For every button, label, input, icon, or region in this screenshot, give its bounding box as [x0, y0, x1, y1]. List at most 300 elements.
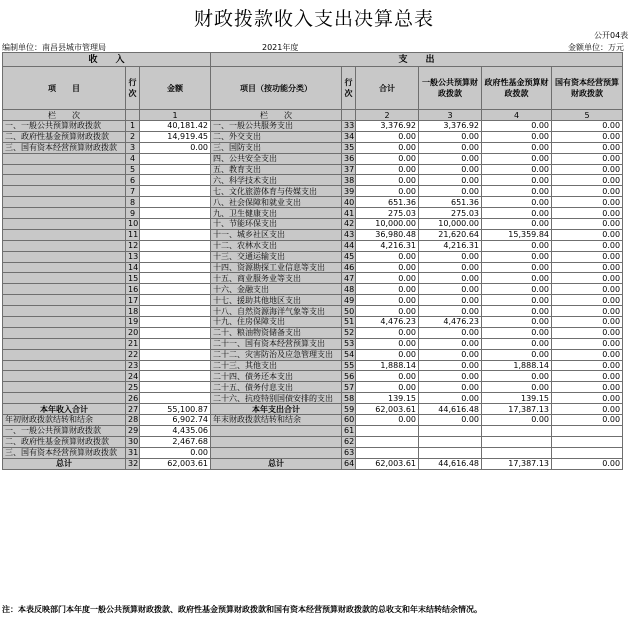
income-item-cell: 二、政府性基金预算财政拨款	[3, 131, 126, 142]
expense-item-cell: 三、国防支出	[211, 142, 342, 153]
expense-item-cell: 十六、金融支出	[211, 284, 342, 295]
expense-general-cell: 0.00	[419, 131, 482, 142]
expense-item-cell: 十八、自然资源海洋气象等支出	[211, 306, 342, 317]
expense-fund-cell: 0.00	[482, 327, 552, 338]
expense-fund-cell: 139.15	[482, 393, 552, 404]
income-item-cell: 一、一般公共预算财政拨款	[3, 121, 126, 132]
expense-line-cell: 36	[342, 153, 356, 164]
income-line-cell: 6	[126, 175, 140, 186]
expense-state-cell: 0.00	[552, 458, 623, 469]
column-index-5: 5	[552, 110, 623, 121]
expense-total-cell: 0.00	[356, 295, 419, 306]
income-amount-cell	[140, 327, 211, 338]
expense-general-cell: 0.00	[419, 153, 482, 164]
expense-fund-cell: 0.00	[482, 262, 552, 273]
expense-general-cell: 0.00	[419, 382, 482, 393]
income-amount-cell	[140, 240, 211, 251]
expense-general-cell	[419, 447, 482, 458]
table-row	[3, 164, 623, 175]
expense-item-cell: 本年支出合计	[211, 404, 342, 415]
expense-line-cell: 43	[342, 229, 356, 240]
expense-item-cell	[211, 447, 342, 458]
expense-item-cell	[211, 436, 342, 447]
table-row	[3, 393, 623, 404]
expense-item-cell: 十三、交通运输支出	[211, 251, 342, 262]
income-item-cell	[3, 306, 126, 317]
income-item-cell	[3, 327, 126, 338]
table-row	[3, 273, 623, 284]
income-item-cell	[3, 262, 126, 273]
expense-header: 支 出	[211, 53, 623, 67]
table-row	[3, 436, 623, 447]
income-item-cell	[3, 251, 126, 262]
expense-total-cell: 0.00	[356, 306, 419, 317]
income-item-cell	[3, 240, 126, 251]
expense-general-cell: 0.00	[419, 262, 482, 273]
table-row	[3, 251, 623, 262]
expense-total-cell: 0.00	[356, 153, 419, 164]
table-row	[3, 317, 623, 328]
expense-fund-cell: 0.00	[482, 186, 552, 197]
table-row	[3, 219, 623, 230]
footnote: 注：本表反映部门本年度一般公共预算财政拨款、政府性基金预算财政拨款和国有资本经营预算财政拨款的总收支和年末结转结余情况。	[2, 605, 482, 614]
income-item-cell: 二、政府性基金预算财政拨款	[3, 436, 126, 447]
state-capital-header: 国有资本经营预算财政拨款	[552, 67, 623, 110]
expense-total-cell: 0.00	[356, 349, 419, 360]
income-amount-cell	[140, 153, 211, 164]
column-index-2: 2	[356, 110, 419, 121]
income-item-cell: 本年收入合计	[3, 404, 126, 415]
column-index-blank-right	[342, 110, 356, 121]
income-line-cell: 26	[126, 393, 140, 404]
table-row	[3, 458, 623, 469]
expense-general-cell: 0.00	[419, 295, 482, 306]
expense-line-cell: 55	[342, 360, 356, 371]
expense-fund-cell	[482, 436, 552, 447]
table-row	[3, 415, 623, 426]
expense-fund-cell	[482, 447, 552, 458]
expense-total-cell: 3,376.92	[356, 121, 419, 132]
expense-total-cell: 62,003.61	[356, 404, 419, 415]
table-row	[3, 121, 623, 132]
expense-general-cell: 0.00	[419, 360, 482, 371]
table-row	[3, 371, 623, 382]
table-row	[3, 425, 623, 436]
expense-total-cell: 0.00	[356, 382, 419, 393]
expense-general-cell: 0.00	[419, 306, 482, 317]
table-row	[3, 360, 623, 371]
income-item-cell: 总计	[3, 458, 126, 469]
income-item-cell	[3, 393, 126, 404]
expense-general-cell: 0.00	[419, 338, 482, 349]
expense-line-cell: 42	[342, 219, 356, 230]
expense-state-cell: 0.00	[552, 404, 623, 415]
income-item-cell	[3, 382, 126, 393]
expense-line-cell: 50	[342, 306, 356, 317]
income-item-cell: 三、国有资本经营预算财政拨款	[3, 447, 126, 458]
expense-item-cell: 年末财政拨款结转和结余	[211, 415, 342, 426]
expense-total-cell: 4,216.31	[356, 240, 419, 251]
expense-line-cell: 37	[342, 164, 356, 175]
table-row	[3, 284, 623, 295]
expense-fund-cell: 0.00	[482, 295, 552, 306]
expense-line-cell: 52	[342, 327, 356, 338]
expense-line-cell: 63	[342, 447, 356, 458]
expense-item-cell: 总计	[211, 458, 342, 469]
expense-state-cell: 0.00	[552, 153, 623, 164]
table-row	[3, 229, 623, 240]
expense-line-cell: 54	[342, 349, 356, 360]
expense-item-cell: 七、文化旅游体育与传媒支出	[211, 186, 342, 197]
expense-state-cell: 0.00	[552, 360, 623, 371]
expense-general-cell: 10,000.00	[419, 219, 482, 230]
income-amount-cell	[140, 273, 211, 284]
expense-fund-cell: 0.00	[482, 415, 552, 426]
table-row	[3, 186, 623, 197]
expense-general-cell: 3,376.92	[419, 121, 482, 132]
expense-item-cell: 二十三、其他支出	[211, 360, 342, 371]
fiscal-year: 2021年度	[262, 43, 299, 52]
income-item-cell: 一、一般公共预算财政拨款	[3, 425, 126, 436]
expense-fund-cell: 17,387.13	[482, 458, 552, 469]
amount-header: 金额	[140, 67, 211, 110]
table-row	[3, 208, 623, 219]
income-line-cell: 2	[126, 131, 140, 142]
expense-state-cell	[552, 425, 623, 436]
income-line-cell: 17	[126, 295, 140, 306]
income-amount-cell	[140, 175, 211, 186]
income-line-cell: 28	[126, 415, 140, 426]
table-row	[3, 295, 623, 306]
expense-fund-cell: 0.00	[482, 208, 552, 219]
expense-general-cell: 4,216.31	[419, 240, 482, 251]
expense-item-cell: 十九、住房保障支出	[211, 317, 342, 328]
income-line-cell: 14	[126, 262, 140, 273]
table-row	[3, 327, 623, 338]
expense-item-cell: 十一、城乡社区支出	[211, 229, 342, 240]
form-number: 公开04表	[594, 31, 628, 40]
expense-total-cell: 651.36	[356, 197, 419, 208]
expense-total-cell: 275.03	[356, 208, 419, 219]
income-amount-cell	[140, 393, 211, 404]
income-line-cell: 27	[126, 404, 140, 415]
expense-fund-cell: 0.00	[482, 382, 552, 393]
table-row	[3, 131, 623, 142]
income-item-cell	[3, 197, 126, 208]
expense-total-cell: 0.00	[356, 273, 419, 284]
income-amount-cell: 2,467.68	[140, 436, 211, 447]
expense-general-cell	[419, 425, 482, 436]
expense-line-cell: 41	[342, 208, 356, 219]
income-line-cell: 23	[126, 360, 140, 371]
income-line-cell: 24	[126, 371, 140, 382]
expense-line-cell: 64	[342, 458, 356, 469]
expense-state-cell	[552, 436, 623, 447]
expense-total-cell: 10,000.00	[356, 219, 419, 230]
expense-item-cell: 十五、商业服务业等支出	[211, 273, 342, 284]
expense-state-cell: 0.00	[552, 240, 623, 251]
expense-general-cell: 275.03	[419, 208, 482, 219]
table-row	[3, 240, 623, 251]
expense-line-cell: 49	[342, 295, 356, 306]
expense-fund-cell: 0.00	[482, 317, 552, 328]
income-amount-cell	[140, 251, 211, 262]
income-line-cell: 19	[126, 317, 140, 328]
column-index-label-right: 栏 次	[211, 110, 342, 121]
expense-general-cell: 0.00	[419, 164, 482, 175]
income-item-cell	[3, 164, 126, 175]
expense-fund-cell: 0.00	[482, 273, 552, 284]
expense-fund-cell: 0.00	[482, 284, 552, 295]
expense-state-cell: 0.00	[552, 306, 623, 317]
expense-state-cell: 0.00	[552, 295, 623, 306]
income-line-cell: 5	[126, 164, 140, 175]
expense-total-cell: 0.00	[356, 262, 419, 273]
expense-state-cell: 0.00	[552, 262, 623, 273]
expense-item-cell: 一、一般公共服务支出	[211, 121, 342, 132]
expense-item-cell: 二十五、债务付息支出	[211, 382, 342, 393]
expense-line-cell: 58	[342, 393, 356, 404]
expense-line-cell: 46	[342, 262, 356, 273]
income-amount-cell	[140, 284, 211, 295]
income-amount-cell: 0.00	[140, 447, 211, 458]
expense-item-cell: 八、社会保障和就业支出	[211, 197, 342, 208]
expense-fund-cell: 0.00	[482, 219, 552, 230]
expense-line-cell: 57	[342, 382, 356, 393]
line-header-right: 行次	[342, 67, 356, 110]
expense-general-cell: 21,620.64	[419, 229, 482, 240]
expense-state-cell: 0.00	[552, 175, 623, 186]
expense-item-cell: 九、卫生健康支出	[211, 208, 342, 219]
expense-line-cell: 39	[342, 186, 356, 197]
income-amount-cell	[140, 229, 211, 240]
expense-fund-cell: 17,387.13	[482, 404, 552, 415]
expense-line-cell: 33	[342, 121, 356, 132]
expense-state-cell: 0.00	[552, 142, 623, 153]
column-index-4: 4	[482, 110, 552, 121]
expense-line-cell: 48	[342, 284, 356, 295]
expense-total-cell: 0.00	[356, 415, 419, 426]
expense-general-cell	[419, 436, 482, 447]
expense-general-cell: 0.00	[419, 349, 482, 360]
expense-general-cell: 0.00	[419, 284, 482, 295]
expense-item-cell: 十二、农林水支出	[211, 240, 342, 251]
income-amount-cell	[140, 349, 211, 360]
expense-total-cell: 4,476.23	[356, 317, 419, 328]
table-row	[3, 306, 623, 317]
income-amount-cell	[140, 360, 211, 371]
expense-state-cell: 0.00	[552, 219, 623, 230]
budget-table	[2, 52, 623, 470]
expense-item-cell: 十七、援助其他地区支出	[211, 295, 342, 306]
income-amount-cell	[140, 382, 211, 393]
expense-general-cell: 0.00	[419, 393, 482, 404]
income-item-cell	[3, 229, 126, 240]
expense-item-cell: 二、外交支出	[211, 131, 342, 142]
expense-general-cell: 0.00	[419, 327, 482, 338]
expense-line-cell: 40	[342, 197, 356, 208]
income-line-cell: 18	[126, 306, 140, 317]
income-line-cell: 12	[126, 240, 140, 251]
expense-general-cell: 0.00	[419, 175, 482, 186]
fund-budget-header: 政府性基金预算财政拨款	[482, 67, 552, 110]
income-amount-cell	[140, 306, 211, 317]
expense-total-cell: 0.00	[356, 371, 419, 382]
table-row	[3, 404, 623, 415]
expense-line-cell: 62	[342, 436, 356, 447]
income-line-cell: 31	[126, 447, 140, 458]
income-line-cell: 25	[126, 382, 140, 393]
income-amount-cell	[140, 197, 211, 208]
income-item-cell	[3, 208, 126, 219]
expense-general-cell: 4,476.23	[419, 317, 482, 328]
income-item-cell	[3, 349, 126, 360]
table-row	[3, 197, 623, 208]
income-line-cell: 9	[126, 208, 140, 219]
expense-general-cell: 0.00	[419, 142, 482, 153]
income-amount-cell: 14,919.45	[140, 131, 211, 142]
income-item-cell	[3, 284, 126, 295]
expense-line-cell: 61	[342, 425, 356, 436]
income-line-cell: 32	[126, 458, 140, 469]
expense-state-cell: 0.00	[552, 338, 623, 349]
expense-state-cell: 0.00	[552, 164, 623, 175]
expense-fund-cell	[482, 425, 552, 436]
income-line-cell: 21	[126, 338, 140, 349]
expense-line-cell: 53	[342, 338, 356, 349]
report-title: 财政拨款收入支出决算总表	[193, 8, 434, 30]
expense-item-cell: 十、节能环保支出	[211, 219, 342, 230]
income-line-cell: 15	[126, 273, 140, 284]
expense-fund-cell: 1,888.14	[482, 360, 552, 371]
compiling-unit: 编制单位：南昌县城市管理局	[2, 43, 106, 52]
expense-line-cell: 34	[342, 131, 356, 142]
table-row	[3, 262, 623, 273]
expense-total-cell	[356, 436, 419, 447]
income-amount-cell: 0.00	[140, 142, 211, 153]
expense-state-cell: 0.00	[552, 371, 623, 382]
expense-state-cell: 0.00	[552, 251, 623, 262]
income-amount-cell	[140, 164, 211, 175]
expense-fund-cell: 0.00	[482, 175, 552, 186]
expense-total-cell: 0.00	[356, 327, 419, 338]
income-line-cell: 22	[126, 349, 140, 360]
income-amount-cell	[140, 208, 211, 219]
income-amount-cell: 62,003.61	[140, 458, 211, 469]
expense-state-cell: 0.00	[552, 317, 623, 328]
income-amount-cell	[140, 317, 211, 328]
income-item-cell: 年初财政拨款结转和结余	[3, 415, 126, 426]
expense-item-cell: 六、科学技术支出	[211, 175, 342, 186]
item-header: 项 目	[3, 67, 126, 110]
expense-total-cell: 1,888.14	[356, 360, 419, 371]
function-item-header: 项目（按功能分类）	[211, 67, 342, 110]
income-amount-cell	[140, 219, 211, 230]
line-header: 行次	[126, 67, 140, 110]
expense-fund-cell: 0.00	[482, 142, 552, 153]
expense-general-cell: 0.00	[419, 186, 482, 197]
income-item-cell	[3, 219, 126, 230]
expense-state-cell: 0.00	[552, 393, 623, 404]
expense-fund-cell: 0.00	[482, 197, 552, 208]
table-row	[3, 338, 623, 349]
expense-state-cell: 0.00	[552, 382, 623, 393]
expense-item-cell: 二十二、灾害防治及应急管理支出	[211, 349, 342, 360]
expense-state-cell: 0.00	[552, 327, 623, 338]
expense-state-cell: 0.00	[552, 273, 623, 284]
expense-total-cell: 0.00	[356, 251, 419, 262]
expense-line-cell: 51	[342, 317, 356, 328]
expense-total-cell	[356, 425, 419, 436]
expense-state-cell: 0.00	[552, 208, 623, 219]
expense-general-cell: 0.00	[419, 415, 482, 426]
income-line-cell: 7	[126, 186, 140, 197]
income-amount-cell	[140, 262, 211, 273]
expense-general-cell: 0.00	[419, 371, 482, 382]
total-header: 合计	[356, 67, 419, 110]
income-line-cell: 13	[126, 251, 140, 262]
expense-state-cell: 0.00	[552, 229, 623, 240]
income-item-cell	[3, 153, 126, 164]
expense-item-cell: 十四、资源勘探工业信息等支出	[211, 262, 342, 273]
income-line-cell: 10	[126, 219, 140, 230]
column-index-blank	[126, 110, 140, 121]
income-item-cell: 三、国有资本经营预算财政拨款	[3, 142, 126, 153]
expense-total-cell: 62,003.61	[356, 458, 419, 469]
income-line-cell: 1	[126, 121, 140, 132]
income-amount-cell: 4,435.06	[140, 425, 211, 436]
table-row	[3, 447, 623, 458]
income-item-cell	[3, 273, 126, 284]
income-line-cell: 20	[126, 327, 140, 338]
expense-fund-cell: 0.00	[482, 349, 552, 360]
expense-fund-cell: 0.00	[482, 371, 552, 382]
income-line-cell: 16	[126, 284, 140, 295]
expense-item-cell: 二十一、国有资本经营预算支出	[211, 338, 342, 349]
expense-total-cell: 0.00	[356, 186, 419, 197]
column-index-label: 栏 次	[3, 110, 126, 121]
income-item-cell	[3, 338, 126, 349]
income-line-cell: 8	[126, 197, 140, 208]
expense-fund-cell: 0.00	[482, 306, 552, 317]
income-item-cell	[3, 295, 126, 306]
income-amount-cell	[140, 338, 211, 349]
expense-state-cell: 0.00	[552, 131, 623, 142]
expense-fund-cell: 0.00	[482, 131, 552, 142]
column-index-3: 3	[419, 110, 482, 121]
expense-general-cell: 651.36	[419, 197, 482, 208]
income-item-cell	[3, 175, 126, 186]
expense-line-cell: 38	[342, 175, 356, 186]
expense-fund-cell: 15,359.84	[482, 229, 552, 240]
expense-general-cell: 0.00	[419, 251, 482, 262]
income-line-cell: 4	[126, 153, 140, 164]
expense-item-cell: 五、教育支出	[211, 164, 342, 175]
column-index-1: 1	[140, 110, 211, 121]
expense-state-cell: 0.00	[552, 186, 623, 197]
expense-line-cell: 47	[342, 273, 356, 284]
expense-item-cell: 四、公共安全支出	[211, 153, 342, 164]
expense-fund-cell: 0.00	[482, 338, 552, 349]
expense-state-cell: 0.00	[552, 349, 623, 360]
money-unit: 金额单位：万元	[568, 43, 624, 52]
income-amount-cell: 55,100.87	[140, 404, 211, 415]
table-row	[3, 382, 623, 393]
expense-general-cell: 44,616.48	[419, 404, 482, 415]
expense-item-cell	[211, 425, 342, 436]
income-amount-cell	[140, 295, 211, 306]
table-body	[3, 121, 623, 470]
